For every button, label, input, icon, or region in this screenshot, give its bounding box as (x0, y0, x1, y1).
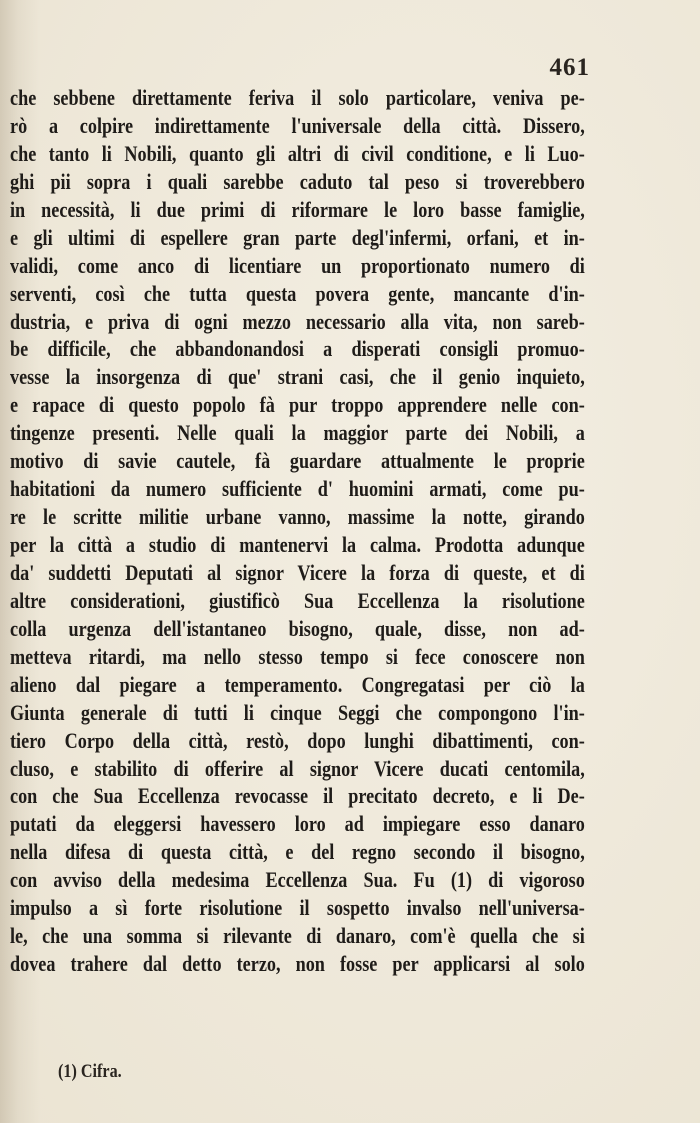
text-line: cluso, e stabilito di offerire al signor Vicere ducati centomila, (10, 755, 585, 781)
text-line: e gli ultimi di espellere gran parte degl'infermi, orfani, et in- (10, 224, 585, 250)
page-number: 461 (549, 54, 590, 81)
text-line: be difficile, che abbandonandosi a disperati consigli promuo- (10, 336, 585, 362)
text-line: che sebbene direttamente feriva il solo particolare, veniva pe- (10, 85, 585, 110)
text-line: serventi, così che tutta questa povera gente, mancante d'in- (10, 280, 585, 306)
text-line: impulso a sì forte risolutione il sospetto invalso nell'universa- (10, 895, 585, 921)
text-line: in necessità, li due primi di riformare le loro basse famiglie, (10, 196, 585, 222)
text-line: putati da eleggersi havessero loro ad impiegare esso danaro (10, 811, 585, 837)
text-line: motivo di savie cautele, fà guardare attualmente le proprie (10, 448, 585, 474)
text-line: re le scritte militie urbane vanno, massime la notte, girando (10, 504, 585, 530)
text-line: validi, come anco di licentiare un proportionato numero di (10, 252, 585, 278)
text-line: che tanto li Nobili, quanto gli altri di civil conditione, e li Luo- (10, 140, 585, 166)
text-line: metteva ritardi, ma nello stesso tempo si fece conoscere non (10, 643, 585, 669)
text-line: dustria, e priva di ogni mezzo necessario alla vita, non sareb- (10, 308, 585, 334)
text-line: Giunta generale di tutti li cinque Seggi che compongono l'in- (10, 699, 585, 725)
text-line: nella difesa di questa città, e del regno secondo il bisogno, (10, 839, 585, 865)
text-line: tingenze presenti. Nelle quali la maggior parte dei Nobili, a (10, 420, 585, 446)
text-line: ghi pii sopra i quali sarebbe caduto tal peso si troverebbero (10, 168, 585, 194)
text-line: habitationi da numero sufficiente d' huomini armati, come pu- (10, 476, 585, 502)
text-line: e rapace di questo popolo fà pur troppo apprendere nelle con- (10, 392, 585, 418)
text-line: alieno dal piegare a temperamento. Congregatasi per ciò la (10, 671, 585, 697)
body-text (10, 84, 585, 978)
text-line: per la città a studio di mantenervi la calma. Prodotta adunque (10, 532, 585, 557)
text-line: altre considerationi, giustificò Sua Eccellenza la risolutione (10, 587, 585, 613)
text-line: da' suddetti Deputati al signor Vicere la forza di queste, et di (10, 559, 585, 585)
text-line: con avviso della medesima Eccellenza Sua. Fu (1) di vigoroso (10, 867, 585, 893)
text-line: con che Sua Eccellenza revocasse il precitato decreto, e li De- (10, 783, 585, 809)
text-line: tiero Corpo della città, restò, dopo lunghi dibattimenti, con- (10, 727, 585, 753)
footnote: (1) Cifra. (58, 1061, 122, 1082)
text-line: le, che una somma si rilevante di danaro, com'è quella che si (10, 923, 585, 949)
text-line: dovea trahere dal detto terzo, non fosse per applicarsi al solo (10, 951, 585, 977)
text-line: colla urgenza dell'istantaneo bisogno, quale, disse, non ad- (10, 615, 585, 641)
text-line: vesse la insorgenza di que' strani casi, che il genio inquieto, (10, 364, 585, 390)
text-line: rò a colpire indirettamente l'universale della città. Dissero, (10, 112, 585, 138)
